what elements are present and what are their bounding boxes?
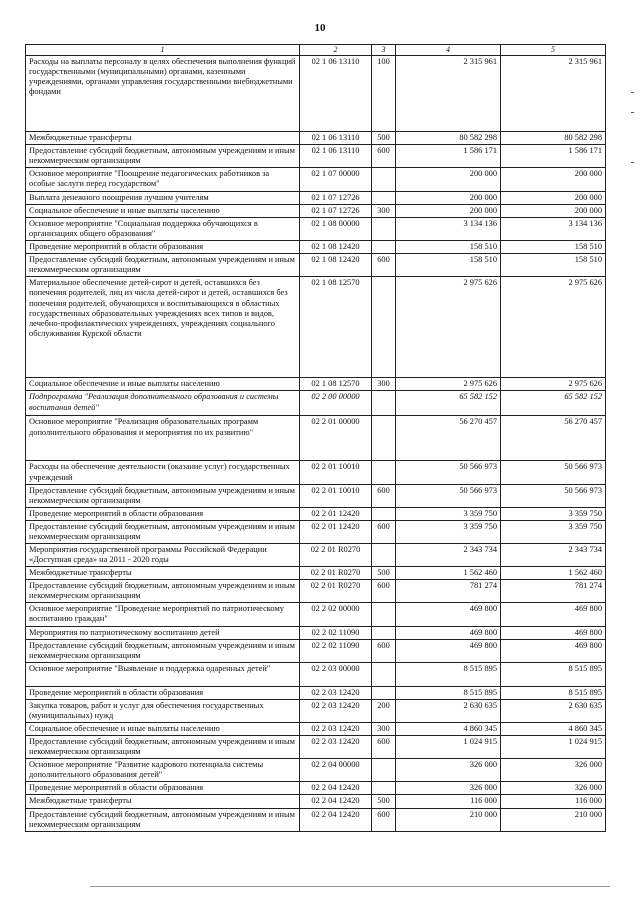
row-name-cell: Подпрограмма "Реализация дополнительного образования и системы воспитания детей": [26, 391, 300, 416]
row-type-cell: 600: [372, 736, 396, 759]
table-row: [26, 567, 606, 580]
row-name-cell: Проведение мероприятий в области образования: [26, 241, 300, 254]
row-amount-cell: 3 359 750: [396, 520, 501, 543]
row-name-cell: Социальное обеспечение и иные выплаты населению: [26, 378, 300, 391]
header-row: [26, 45, 606, 56]
row-amount-cell: 80 582 298: [501, 131, 606, 144]
row-type-cell: 500: [372, 567, 396, 580]
row-amount-cell: 210 000: [396, 808, 501, 831]
row-type-cell: [372, 217, 396, 240]
row-amount-cell: 2 315 961: [396, 55, 501, 131]
row-amount-cell: 1 024 915: [396, 736, 501, 759]
row-amount-cell: 781 274: [501, 580, 606, 603]
row-amount-cell: 469 800: [501, 603, 606, 626]
row-amount-cell: 2 975 626: [396, 277, 501, 378]
table-row: [26, 144, 606, 167]
row-amount-cell: 65 582 152: [501, 391, 606, 416]
table-row: [26, 626, 606, 639]
header-cell-3: 3: [372, 45, 396, 56]
table-row: [26, 603, 606, 626]
table-row: [26, 759, 606, 782]
row-amount-cell: 1 562 460: [501, 567, 606, 580]
row-amount-cell: 469 800: [501, 626, 606, 639]
table-row: [26, 131, 606, 144]
row-amount-cell: 200 000: [396, 204, 501, 217]
row-amount-cell: 469 800: [396, 626, 501, 639]
margin-tick: [631, 162, 634, 163]
table-row: [26, 723, 606, 736]
row-name-cell: Проведение мероприятий в области образования: [26, 686, 300, 699]
row-code-cell: 02 2 01 00000: [300, 416, 372, 461]
row-amount-cell: 2 975 626: [501, 378, 606, 391]
row-name-cell: Предоставление субсидий бюджетным, автономным учреждениям и иным некоммерческим организациям: [26, 520, 300, 543]
table-row: [26, 55, 606, 131]
row-name-cell: Предоставление субсидий бюджетным, автономным учреждениям и иным некоммерческим организациям: [26, 144, 300, 167]
row-amount-cell: 200 000: [501, 191, 606, 204]
row-amount-cell: 2 975 626: [501, 277, 606, 378]
row-name-cell: Проведение мероприятий в области образования: [26, 507, 300, 520]
row-amount-cell: 2 630 635: [396, 699, 501, 722]
row-name-cell: Расходы на выплаты персоналу в целях обеспечения выполнения функций государственными (муниципальными) органами, казенными учреждениями, органами управления государственными внебюджетными фондами: [26, 55, 300, 131]
row-amount-cell: 8 515 895: [396, 686, 501, 699]
row-amount-cell: 326 000: [501, 782, 606, 795]
table-row: [26, 686, 606, 699]
row-type-cell: [372, 277, 396, 378]
row-type-cell: 500: [372, 795, 396, 808]
row-type-cell: 100: [372, 55, 396, 131]
row-name-cell: Расходы на обеспечение деятельности (оказание услуг) государственных учреждений: [26, 461, 300, 484]
row-amount-cell: 116 000: [396, 795, 501, 808]
row-type-cell: [372, 759, 396, 782]
row-type-cell: [372, 603, 396, 626]
row-amount-cell: 200 000: [501, 167, 606, 191]
row-amount-cell: 1 024 915: [501, 736, 606, 759]
row-amount-cell: 56 270 457: [396, 416, 501, 461]
row-amount-cell: 1 562 460: [396, 567, 501, 580]
row-amount-cell: 50 566 973: [501, 484, 606, 507]
row-code-cell: 02 1 08 12570: [300, 378, 372, 391]
row-amount-cell: 50 566 973: [396, 484, 501, 507]
row-type-cell: 300: [372, 204, 396, 217]
row-name-cell: Предоставление субсидий бюджетным, автономным учреждениям и иным некоммерческим организациям: [26, 484, 300, 507]
header-cell-1: 1: [26, 45, 300, 56]
row-name-cell: Основное мероприятие "Социальная поддержка обучающихся в организациях общего образования": [26, 217, 300, 240]
table-row: [26, 461, 606, 484]
row-code-cell: 02 1 07 00000: [300, 167, 372, 191]
row-type-cell: [372, 662, 396, 686]
row-amount-cell: 200 000: [396, 167, 501, 191]
table-row: [26, 277, 606, 378]
row-amount-cell: 2 315 961: [501, 55, 606, 131]
row-code-cell: 02 2 03 00000: [300, 662, 372, 686]
row-type-cell: 600: [372, 144, 396, 167]
row-code-cell: 02 1 08 00000: [300, 217, 372, 240]
table-row: [26, 520, 606, 543]
row-type-cell: [372, 507, 396, 520]
row-name-cell: Мероприятия государственной программы Российской Федерации «Доступная среда» на 2011 - 2020 годы: [26, 544, 300, 567]
row-amount-cell: 56 270 457: [501, 416, 606, 461]
budget-table: [25, 44, 606, 832]
table-row: [26, 507, 606, 520]
row-type-cell: 600: [372, 254, 396, 277]
row-type-cell: [372, 461, 396, 484]
row-amount-cell: 326 000: [501, 759, 606, 782]
row-name-cell: Предоставление субсидий бюджетным, автономным учреждениям и иным некоммерческим организациям: [26, 254, 300, 277]
row-amount-cell: 158 510: [501, 241, 606, 254]
row-code-cell: 02 1 08 12570: [300, 277, 372, 378]
row-amount-cell: 80 582 298: [396, 131, 501, 144]
row-amount-cell: 158 510: [396, 241, 501, 254]
row-type-cell: [372, 544, 396, 567]
row-amount-cell: 3 134 136: [396, 217, 501, 240]
row-code-cell: 02 1 06 13110: [300, 144, 372, 167]
row-code-cell: 02 2 01 R0270: [300, 580, 372, 603]
row-name-cell: Предоставление субсидий бюджетным, автономным учреждениям и иным некоммерческим организациям: [26, 639, 300, 662]
row-name-cell: Основное мероприятие "Развитие кадрового потенциала системы дополнительного образования детей": [26, 759, 300, 782]
row-name-cell: Социальное обеспечение и иные выплаты населению: [26, 723, 300, 736]
row-code-cell: 02 2 03 12420: [300, 723, 372, 736]
header-cell-4: 4: [396, 45, 501, 56]
row-type-cell: [372, 686, 396, 699]
row-code-cell: 02 2 01 12420: [300, 520, 372, 543]
table-row: [26, 736, 606, 759]
row-name-cell: Основное мероприятие "Выявление и поддержка одаренных детей": [26, 662, 300, 686]
row-amount-cell: 210 000: [501, 808, 606, 831]
row-code-cell: 02 1 06 13110: [300, 131, 372, 144]
row-amount-cell: 8 515 895: [501, 686, 606, 699]
row-type-cell: [372, 416, 396, 461]
table-row: [26, 378, 606, 391]
row-type-cell: [372, 241, 396, 254]
row-amount-cell: 1 586 171: [396, 144, 501, 167]
row-amount-cell: 469 800: [396, 603, 501, 626]
table-body: [26, 55, 606, 831]
table-row: [26, 254, 606, 277]
table-row: [26, 699, 606, 722]
row-amount-cell: 200 000: [396, 191, 501, 204]
row-amount-cell: 50 566 973: [396, 461, 501, 484]
row-amount-cell: 2 975 626: [396, 378, 501, 391]
row-type-cell: 300: [372, 723, 396, 736]
row-code-cell: 02 2 02 00000: [300, 603, 372, 626]
row-name-cell: Основное мероприятие "Проведение мероприятий по патриотическому воспитанию граждан": [26, 603, 300, 626]
table-row: [26, 544, 606, 567]
table-row: [26, 484, 606, 507]
page-number: 10: [314, 22, 326, 34]
row-code-cell: 02 2 04 12420: [300, 808, 372, 831]
row-amount-cell: 200 000: [501, 204, 606, 217]
row-amount-cell: 469 800: [396, 639, 501, 662]
row-code-cell: 02 2 03 12420: [300, 736, 372, 759]
row-type-cell: 500: [372, 131, 396, 144]
row-name-cell: Межбюджетные трансферты: [26, 131, 300, 144]
row-type-cell: 600: [372, 484, 396, 507]
row-code-cell: 02 1 08 12420: [300, 241, 372, 254]
table-row: [26, 662, 606, 686]
row-amount-cell: 4 860 345: [501, 723, 606, 736]
row-type-cell: [372, 191, 396, 204]
row-type-cell: [372, 167, 396, 191]
header-cell-2: 2: [300, 45, 372, 56]
row-amount-cell: 4 860 345: [396, 723, 501, 736]
row-code-cell: 02 2 03 12420: [300, 699, 372, 722]
row-code-cell: 02 2 02 11090: [300, 639, 372, 662]
row-type-cell: [372, 782, 396, 795]
row-code-cell: 02 2 01 10010: [300, 484, 372, 507]
row-amount-cell: 8 515 895: [396, 662, 501, 686]
row-code-cell: 02 1 07 12726: [300, 191, 372, 204]
row-amount-cell: 158 510: [501, 254, 606, 277]
row-amount-cell: 1 586 171: [501, 144, 606, 167]
row-code-cell: 02 2 01 12420: [300, 507, 372, 520]
row-name-cell: Основное мероприятие "Поощрение педагогических работников за особые заслуги перед государством": [26, 167, 300, 191]
row-name-cell: Мероприятия по патриотическому воспитанию детей: [26, 626, 300, 639]
row-amount-cell: 3 359 750: [501, 507, 606, 520]
row-amount-cell: 469 800: [501, 639, 606, 662]
row-type-cell: [372, 626, 396, 639]
row-type-cell: 600: [372, 808, 396, 831]
row-amount-cell: 2 630 635: [501, 699, 606, 722]
row-amount-cell: 8 515 895: [501, 662, 606, 686]
row-amount-cell: 116 000: [501, 795, 606, 808]
table-row: [26, 795, 606, 808]
row-name-cell: Социальное обеспечение и иные выплаты населению: [26, 204, 300, 217]
row-amount-cell: 326 000: [396, 782, 501, 795]
table-row: [26, 639, 606, 662]
row-name-cell: Основное мероприятие "Реализация образовательных программ дополнительного образования и мероприятия по их развитию": [26, 416, 300, 461]
row-code-cell: 02 2 01 10010: [300, 461, 372, 484]
row-name-cell: Предоставление субсидий бюджетным, автономным учреждениям и иным некоммерческим организациям: [26, 580, 300, 603]
table-row: [26, 191, 606, 204]
table-row: [26, 416, 606, 461]
row-amount-cell: 50 566 973: [501, 461, 606, 484]
table-row: [26, 808, 606, 831]
row-code-cell: 02 2 03 12420: [300, 686, 372, 699]
row-code-cell: 02 2 04 12420: [300, 795, 372, 808]
row-name-cell: Предоставление субсидий бюджетным, автономным учреждениям и иным некоммерческим организациям: [26, 808, 300, 831]
row-amount-cell: 3 359 750: [396, 507, 501, 520]
row-code-cell: 02 1 08 12420: [300, 254, 372, 277]
margin-tick: [631, 112, 634, 113]
table-row: [26, 167, 606, 191]
row-code-cell: 02 2 00 00000: [300, 391, 372, 416]
header-cell-5: 5: [501, 45, 606, 56]
row-type-cell: 600: [372, 639, 396, 662]
row-amount-cell: 3 359 750: [501, 520, 606, 543]
row-type-cell: 200: [372, 699, 396, 722]
row-type-cell: 600: [372, 520, 396, 543]
row-code-cell: 02 2 04 12420: [300, 782, 372, 795]
table-row: [26, 217, 606, 240]
row-code-cell: 02 2 04 00000: [300, 759, 372, 782]
row-type-cell: 300: [372, 378, 396, 391]
row-type-cell: [372, 391, 396, 416]
row-amount-cell: 781 274: [396, 580, 501, 603]
row-code-cell: 02 1 06 13110: [300, 55, 372, 131]
row-amount-cell: 65 582 152: [396, 391, 501, 416]
table-row: [26, 580, 606, 603]
row-name-cell: Межбюджетные трансферты: [26, 567, 300, 580]
row-amount-cell: 2 343 734: [501, 544, 606, 567]
row-amount-cell: 2 343 734: [396, 544, 501, 567]
row-code-cell: 02 1 07 12726: [300, 204, 372, 217]
table-row: [26, 241, 606, 254]
row-name-cell: Проведение мероприятий в области образования: [26, 782, 300, 795]
row-amount-cell: 326 000: [396, 759, 501, 782]
margin-tick: [631, 92, 634, 93]
row-name-cell: Выплата денежного поощрения лучшим учителям: [26, 191, 300, 204]
row-code-cell: 02 2 01 R0270: [300, 567, 372, 580]
row-amount-cell: 3 134 136: [501, 217, 606, 240]
row-name-cell: Предоставление субсидий бюджетным, автономным учреждениям и иным некоммерческим организациям: [26, 736, 300, 759]
row-amount-cell: 158 510: [396, 254, 501, 277]
table-row: [26, 204, 606, 217]
row-code-cell: 02 2 02 11090: [300, 626, 372, 639]
row-name-cell: Закупка товаров, работ и услуг для обеспечения государственных (муниципальных) нужд: [26, 699, 300, 722]
table-row: [26, 391, 606, 416]
row-code-cell: 02 2 01 R0270: [300, 544, 372, 567]
table-row: [26, 782, 606, 795]
row-name-cell: Материальное обеспечение детей-сирот и детей, оставшихся без попечения родителей, лиц из числа детей-сирот и детей, оставшихся без попечения родителей, обучающихся и воспитывающихся в областных государственных образовательных учреждениях всех типов и видов, лечебно-профилактических учреждениях, учреждениях социального обслуживания Курской области: [26, 277, 300, 378]
scan-edge-line: [90, 886, 610, 887]
row-type-cell: 600: [372, 580, 396, 603]
row-name-cell: Межбюджетные трансферты: [26, 795, 300, 808]
